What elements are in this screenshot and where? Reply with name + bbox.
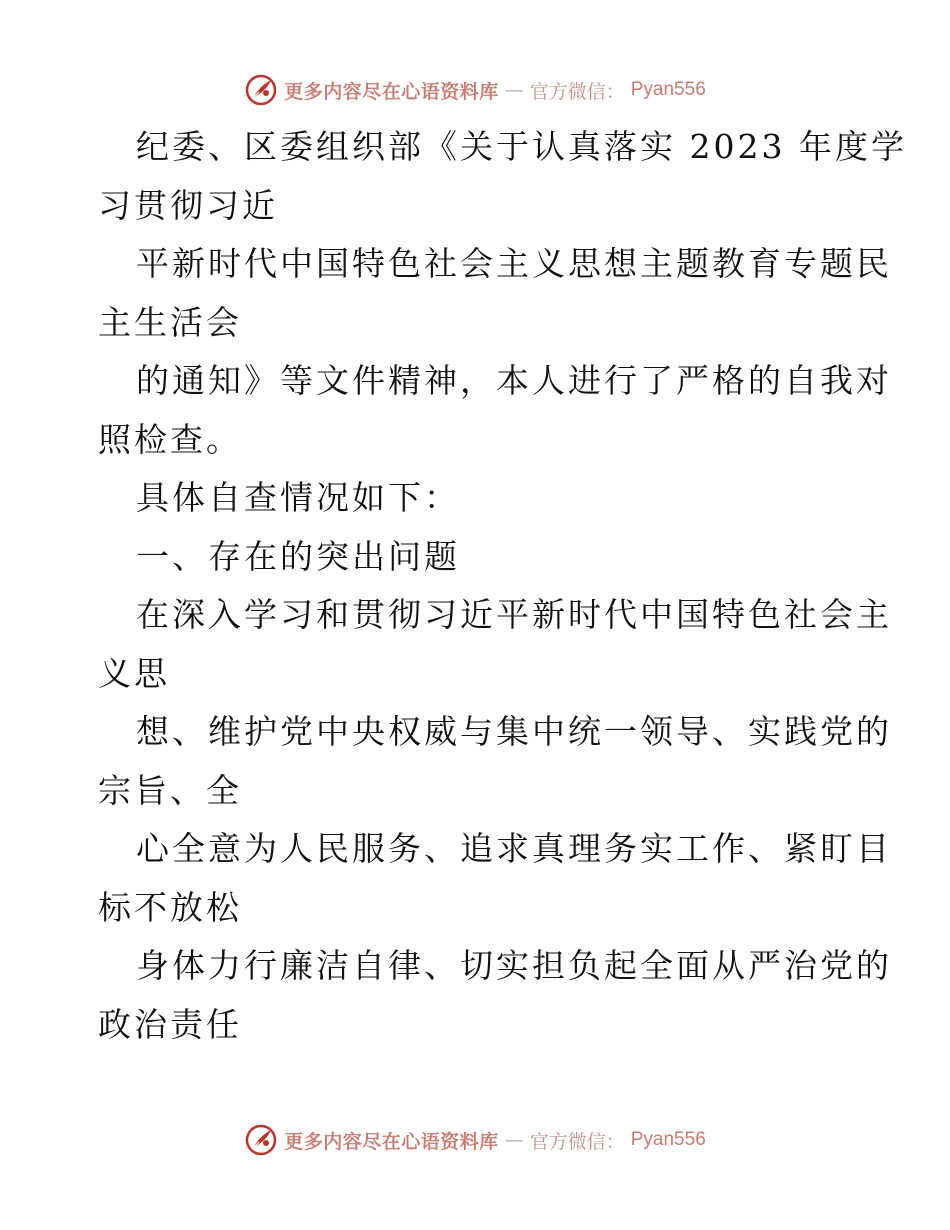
quill-logo-icon — [244, 1123, 278, 1157]
body-line: 纪委、区委组织部《关于认真落实 2023 年度学 — [136, 127, 907, 166]
quill-logo-icon — [244, 73, 278, 107]
body-line: 在深入学习和贯彻习近平新时代中国特色社会主 — [136, 595, 892, 634]
banner-separator: — — [504, 79, 524, 101]
body-line: 想、维护党中央权威与集中统一领导、实践党的 — [136, 712, 892, 751]
body-line: 具体自查情况如下： — [136, 478, 460, 517]
body-line: 心全意为人民服务、追求真理务实工作、紧盯目 — [136, 829, 892, 868]
banner-wechat-label: 官方微信： — [529, 1130, 625, 1153]
body-line: 义思 — [98, 653, 170, 693]
body-line: 一、存在的突出问题 — [136, 536, 460, 576]
body-line: 政治责任 — [98, 1004, 242, 1044]
banner-wechat-label: 官方微信： — [529, 80, 625, 103]
footer-banner[interactable] — [0, 1120, 950, 1160]
body-line: 主生活会 — [98, 302, 242, 342]
banner-wechat-id: Pyan556 — [630, 1129, 706, 1150]
document-body — [98, 118, 907, 1054]
banner-site-text: 更多内容尽在心语资料库 — [284, 1130, 499, 1153]
body-line: 平新时代中国特色社会主义思想主题教育专题民 — [136, 244, 892, 283]
banner-wechat-id: Pyan556 — [630, 79, 706, 100]
body-line: 宗旨、全 — [98, 770, 242, 810]
body-line: 照检查。 — [98, 419, 242, 459]
body-line: 身体力行廉洁自律、切实担负起全面从严治党的 — [136, 946, 892, 985]
header-banner[interactable] — [0, 70, 950, 110]
banner-site-text: 更多内容尽在心语资料库 — [284, 80, 499, 103]
body-line: 的通知》等文件精神，本人进行了严格的自我对 — [136, 361, 892, 400]
banner-separator: — — [504, 1129, 524, 1151]
body-line: 习贯彻习近 — [98, 185, 278, 225]
body-line: 标不放松 — [98, 887, 242, 927]
